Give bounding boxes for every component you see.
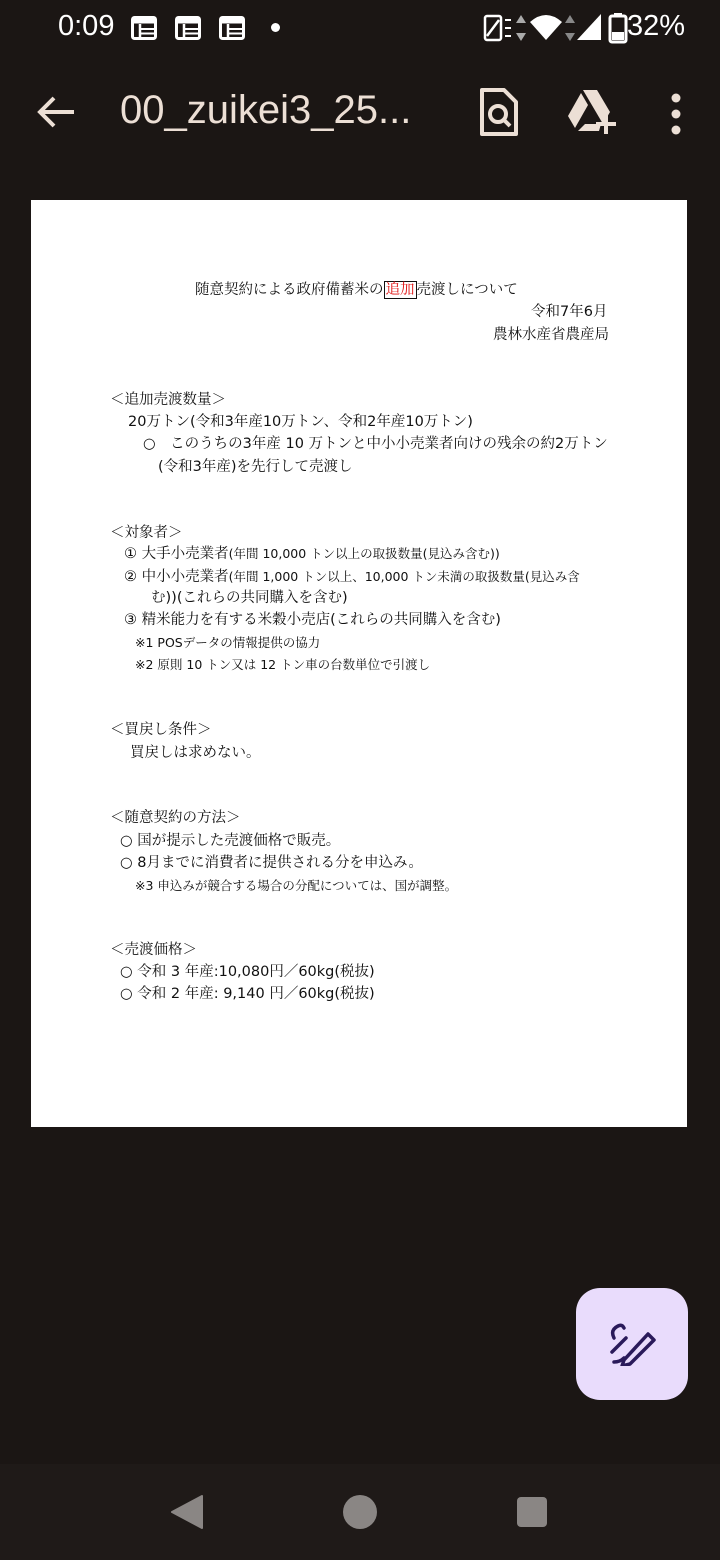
- more-notifications-dot: [271, 23, 280, 32]
- more-options-icon[interactable]: [660, 90, 692, 138]
- target-item-2: [124, 567, 580, 587]
- target-item-2-note: (年間 1,000 トン以上、10,000 トン未満の取扱数量(見込み含: [228, 569, 580, 584]
- doc-heading-part1: 随意契約による政府備蓄米の: [195, 282, 384, 298]
- add-to-drive-icon[interactable]: [566, 88, 618, 136]
- app-bar: [0, 56, 720, 168]
- nav-recents-icon[interactable]: [517, 1497, 547, 1527]
- nav-back-icon[interactable]: [170, 1494, 204, 1530]
- target-item-3: ③ 精米能力を有する米穀小売店(これらの共同購入を含む): [124, 612, 501, 628]
- edit-fab-button[interactable]: [576, 1288, 688, 1400]
- nav-home-icon[interactable]: [343, 1495, 377, 1529]
- target-item-2-main: ② 中小小売業者: [124, 569, 229, 585]
- doc-heading-part2: 売渡しについて: [416, 282, 518, 298]
- doc-agency: 農林水産省農産局: [493, 327, 609, 343]
- status-time: 0:09: [58, 10, 115, 42]
- quantity-bullet-cont: (令和3年産)を先行して売渡し: [158, 459, 353, 475]
- section-heading-target: ＜対象者＞: [110, 525, 183, 541]
- quantity-bullet: ○ このうちの3年産 10 万トンと中小小売業者向けの残余の約2万トン: [143, 436, 608, 452]
- battery-icon: [608, 12, 628, 44]
- method-bullet-2: ○ 8月までに消費者に提供される分を申込み。: [120, 855, 423, 871]
- data-arrows-icon: [514, 12, 528, 44]
- target-item-1-main: ① 大手小売業者: [124, 546, 229, 562]
- document-title: 00_zuikei3_25...: [120, 88, 412, 132]
- battery-percent: 32%: [627, 10, 686, 42]
- quantity-line: 20万トン(令和3年産10万トン、令和2年産10万トン): [128, 414, 473, 430]
- target-item-1: [124, 544, 500, 564]
- doc-heading: [195, 280, 518, 300]
- vibrate-icon: [481, 12, 513, 44]
- method-note-3: ※3 申込みが競合する場合の分配については、国が調整。: [135, 878, 458, 893]
- document-page[interactable]: [31, 200, 687, 1127]
- sheet-icon: [175, 16, 201, 40]
- section-heading-buyback: ＜買戻し条件＞: [110, 722, 212, 738]
- find-in-document-icon[interactable]: [474, 86, 522, 138]
- sheet-icon: [219, 16, 245, 40]
- sheet-icon: [131, 16, 157, 40]
- back-arrow-icon[interactable]: [30, 86, 82, 138]
- target-note-2: ※2 原則 10 トン又は 12 トン車の台数単位で引渡し: [135, 657, 431, 672]
- target-item-2-cont: む))(これらの共同購入を含む): [151, 590, 348, 606]
- target-item-1-note: (年間 10,000 トン以上の取扱数量(見込み含む)): [228, 546, 500, 561]
- method-bullet-1: ○ 国が提示した売渡価格で販売。: [120, 833, 341, 849]
- section-heading-quantity: ＜追加売渡数量＞: [110, 392, 226, 408]
- doc-heading-highlight: 追加: [385, 282, 415, 298]
- section-heading-price: ＜売渡価格＞: [110, 942, 197, 958]
- doc-date: 令和7年6月: [531, 304, 608, 320]
- edit-pen-icon: [608, 1322, 656, 1366]
- section-heading-method: ＜随意契約の方法＞: [110, 810, 241, 826]
- buyback-line: 買戻しは求めない。: [130, 745, 261, 761]
- cell-signal-icon: [575, 12, 603, 44]
- price-bullet-2: ○ 令和 2 年産: 9,140 円／60kg(税抜): [120, 986, 375, 1002]
- status-bar: [0, 0, 720, 56]
- price-bullet-1: ○ 令和 3 年産:10,080円／60kg(税抜): [120, 964, 375, 980]
- target-note-1: ※1 POSデータの情報提供の協力: [135, 635, 321, 650]
- wifi-icon: [528, 12, 564, 44]
